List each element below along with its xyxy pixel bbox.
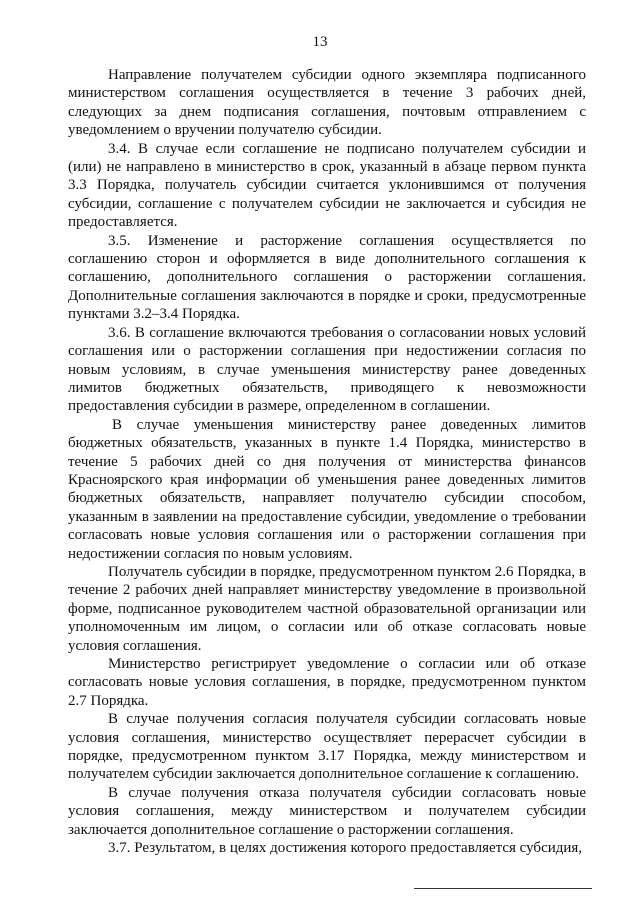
page-number: 13: [312, 34, 328, 50]
paragraph-recipient-notice: Получатель субсидии в порядке, предусмотренном пунктом 2.6 Порядка, в течение 2 рабочих дней направляет министерству уведомление в произвольной форме, подписанное руководителем частной образовательной организации или уполномоченным им лицом, о согласии или об отказе согласовать новые условия соглашения.: [68, 563, 586, 654]
paragraph-ministry-registration: Министерство регистрирует уведомление о согласии или об отказе согласовать новые условия соглашения, в порядке, предусмотренном пунктом 2.7 Порядка.: [68, 656, 586, 709]
paragraph-3-4: 3.4. В случае если соглашение не подписано получателем субсидии и (или) не направлено в министерство в срок, указанный в абзаце первом пункта 3.3 Порядка, получатель субсидии считается уклонившимся от получения субсидии, соглашение с получателем субсидии не заключается и субсидия не предоставляется.: [68, 140, 586, 231]
document-body: [68, 66, 586, 857]
paragraph-consent-case: В случае получения согласия получателя субсидии согласовать новые условия соглашения, министерство осуществляет перерасчет субсидии в порядке, предусмотренном пунктом 3.17 Порядка, между министерством и получателем субсидии заключается дополнительное соглашение к соглашению.: [68, 711, 586, 783]
paragraph-3-5: 3.5. Изменение и расторжение соглашения осуществляется по соглашению сторон и оформляется в виде дополнительного соглашения к соглашению, дополнительного соглашения о расторжении соглашения. Дополнительные соглашения заключаются в порядке и сроки, предусмотренные пунктами 3.2–3.4 Порядка.: [68, 232, 586, 323]
paragraph-limits-reduction: В случае уменьшения министерству ранее доведенных лимитов бюджетных обязательств, указанных в пункте 1.4 Порядка, министерство в течение 5 рабочих дней со дня получения от министерства финансов Красноярского края информации об уменьшения ранее доведенных лимитов бюджетных обязательств, направляет получателю субсидии способом, указанным в заявлении на предоставление субсидии, уведомление о требовании согласовать новые условия соглашения или о расторжении соглашения при недостижении согласия по новым условиям.: [68, 416, 586, 562]
paragraph-refusal-case: В случае получения отказа получателя субсидии согласовать новые условия соглашения, между министерством и получателем субсидии заключается дополнительное соглашение о расторжении соглашения.: [68, 784, 586, 838]
paragraph-3-6: 3.6. В соглашение включаются требования о согласовании новых условий соглашения или о расторжении соглашения при недостижении согласия по новым условиям, в случае уменьшения министерству ранее доведенных лимитов бюджетных обязательств, приводящего к невозможности предоставления субсидии в размере, определенном в соглашении.: [68, 324, 586, 415]
paragraph-signing-dispatch: Направление получателем субсидии одного экземпляра подписанного министерством соглашения осуществляется в течение 3 рабочих дней, следующих за днем подписания соглашения, почтовым отправлением с уведомлением о вручении получателю субсидии.: [68, 67, 586, 139]
footer-rule: [414, 888, 592, 889]
paragraph-3-7: 3.7. Результатом, в целях достижения которого предоставляется субсидия,: [108, 840, 583, 857]
